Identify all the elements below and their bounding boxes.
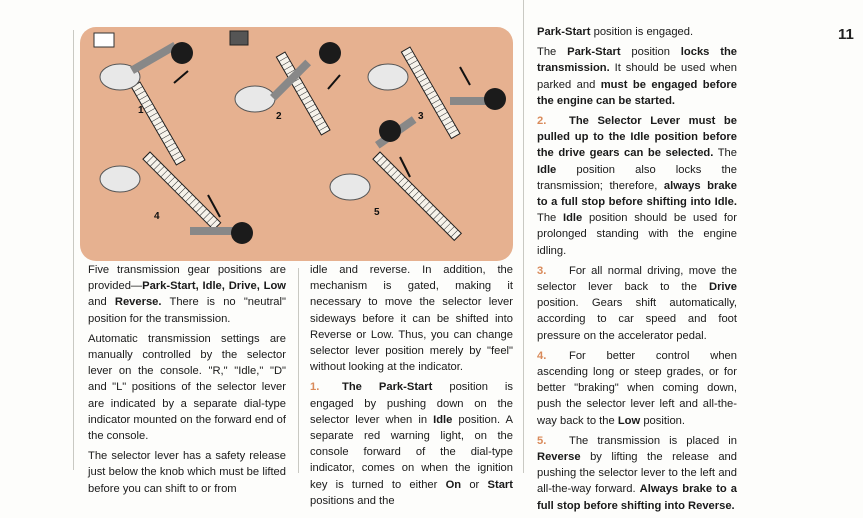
indicator-icon-1 [94, 33, 114, 47]
body-text: position. Gears shift automatically, according to car speed and foot pressure on the accelerator pedal. [537, 297, 737, 342]
step-number: 5. [537, 434, 547, 447]
page-number: 11 [838, 26, 854, 43]
bold-text: locks the transmission. [537, 46, 738, 75]
lever-figure-2 [235, 42, 341, 135]
paragraph-step-4 [537, 348, 737, 429]
body-text: There is no "neutral" position for the transmission. [88, 296, 286, 325]
bold-text: always brake to a full stop before shifting into Idle. [537, 179, 737, 209]
lever-figure-4 [100, 152, 253, 244]
bold-text: The Park-Start [342, 381, 433, 394]
figure-label-3: 3 [418, 111, 424, 122]
body-text: The [713, 147, 738, 160]
body-text: position. A separate red warning light, on the console forward of the dial-type indicator, comes on when the ignition key is turned to either [310, 413, 513, 491]
body-text: positions and the [310, 494, 395, 507]
figure-label-1: 1 [138, 105, 144, 116]
bold-text: Start [487, 478, 513, 491]
body-text: The [537, 212, 563, 225]
figure-label-2: 2 [276, 111, 282, 122]
bold-text: The Selector Lever must be pulled up to the Idle position before the drive gears can be selected. [537, 115, 737, 160]
step-number: 4. [537, 349, 547, 362]
body-text: position also locks the transmission; therefore, [537, 163, 737, 192]
paragraph-park-start-engaged [537, 24, 737, 40]
bold-text: Idle [433, 413, 453, 426]
figure-label-5: 5 [374, 207, 380, 218]
column-divider-1 [298, 268, 299, 473]
body-text: It should be used when parked and [537, 62, 737, 91]
step-number: 2. [537, 115, 547, 128]
text-column-1 [88, 262, 286, 501]
paragraph-step-2 [537, 113, 737, 259]
paragraph-step-1 [310, 379, 513, 509]
body-text: position. [640, 414, 685, 427]
bold-text: Idle [562, 212, 583, 225]
bold-text: On [445, 478, 462, 491]
body-text: position is engaged by pushing down on the selector lever when in [310, 381, 513, 426]
step-number: 3. [537, 264, 547, 277]
step-number: 1. [310, 381, 320, 394]
body-text: position [620, 46, 681, 59]
body-text: by lifting the release and pushing the selector lever to the left and all-the-way forward. [537, 451, 737, 496]
body-text: position is engaged. [590, 26, 694, 38]
paragraph-gear-positions [88, 262, 286, 327]
body-text: position should be used for prolonged standing with the engine idling. [537, 212, 737, 257]
paragraph-step-3 [537, 263, 737, 344]
bold-text: Park-Start, Idle, Drive, Low [142, 280, 286, 293]
bold-text: Low [617, 414, 641, 427]
paragraph-gated-mechanism: idle and reverse. In addition, the mechanism is gated, making it necessary to move the selector lever sideways before it can be shifted into Reverse or Low. Thus, you can change selector lever position merely by "feel" without looking at the indicator. [310, 264, 513, 374]
figure-label-4: 4 [154, 211, 160, 222]
body-text: The [537, 46, 568, 59]
paragraph-step-5 [537, 433, 737, 514]
bold-text: must be engaged before the engine can be started. [537, 78, 737, 107]
body-text: and [88, 296, 115, 309]
body-text: Five transmission gear positions are provided— [88, 264, 286, 293]
bold-text: Drive [709, 281, 737, 294]
paragraph-locks-transmission [537, 44, 737, 109]
text-column-3 [537, 24, 737, 518]
left-margin-rule [73, 30, 74, 470]
bold-text: Reverse. [114, 296, 162, 309]
paragraph-manual-control: Automatic transmission settings are manually controlled by the selector lever on the console. "R," "Idle," "D" and "L" positions of the selector lever are indicated by a separate dial-type indicator mounted on the forward end of the console. [88, 332, 286, 443]
lever-figure-5 [330, 116, 461, 240]
bold-text: Always brake to a full stop before shifting into Reverse. [537, 483, 737, 512]
bold-text: Park-Start [567, 46, 621, 59]
body-text: For better control when ascending long or steep grades, or for better "braking" when coming down, push the selector lever left and all-the-way back to the [537, 349, 737, 427]
body-text: The transmission is placed in [569, 434, 737, 447]
lever-positions-figure [80, 27, 513, 261]
selector-lever-illustration [80, 27, 513, 261]
column-divider-2 [523, 0, 524, 473]
bold-text: Idle [537, 163, 557, 176]
paragraph-safety-release: The selector lever has a safety release just below the knob which must be lifted before you can shift to or from [88, 450, 286, 495]
body-text: or [461, 478, 488, 491]
bold-text: Park-Start [537, 26, 591, 38]
bold-text: Reverse [537, 451, 581, 464]
body-text: For all normal driving, move the selector lever back to the [537, 264, 737, 294]
lever-figure-1 [100, 42, 193, 165]
text-column-2 [310, 262, 513, 513]
indicator-icon-2 [230, 31, 248, 45]
